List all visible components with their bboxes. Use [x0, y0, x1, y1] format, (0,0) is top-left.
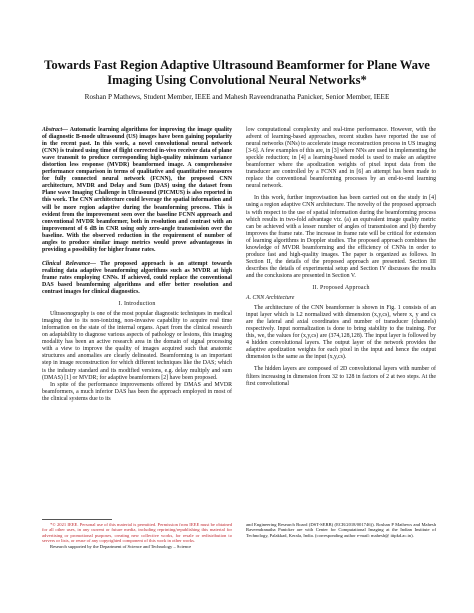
relevance-lead: Clinical Relevance— — [42, 260, 96, 267]
left-column — [42, 127, 232, 403]
intro-paragraph-2: In spite of the performance improvements offered by DMAS and MVDR beamformers, a much inferior DAS has been the approach employed in most of the clinical systems due to its — [42, 381, 232, 402]
subsection-heading-cnn-architecture: A. CNN Architecture — [246, 295, 295, 302]
intro-paragraph-1: Ultrasonography is one of the most popular diagnostic techniques in medical imaging due to its non-ionizing, non-invasive capability to acquire real time information on the state of the internal organs. Apart from the clinical research on adaptability to diagnose various aspects of pathology or lesions, this imaging modality has been an active research area in the domain of signal processing with a view to improve the quality of images acquired such that anatomic structures and anomalies are clearly delineated. Beamforming is an important step in image reconstruction for which different techniques like the DAS; which is the industry standard and its modified versions, e.g. delay multiply and sum (DMAS) [1] or MVDR; for adaptive beamformers [2] have been proposed. — [42, 311, 232, 381]
intro-paragraph-3: low computational complexity and real-time performance. However, with the advent of learning-based approaches, recent studies have reported the use of neural networks (NNs) to accelerate image reconstruction process in US imaging [3-6]. A few examples of this are, in [3] where NNs are used in implementing the speckle reduction; in [4] a learning-based model is used to make an adaptive beamformer where the apodization weights of pixel input data from the transducer are controlled by a FCNN and in [6] an attempt has been made to replace the conventional beamforming processes by an end-to-end learning neural network. — [246, 127, 436, 190]
relevance-text: The proposed approach is an attempt towards realizing data adaptive beamforming algorithms such as MVDR at high frame rates employing CNNs. If achieved, could replace the conventional DAS based beamforming algorithms and offer better resolution and contrast images for clinical diagnostics. — [42, 260, 232, 296]
clinical-relevance — [42, 261, 232, 296]
paper-title: Towards Fast Region Adaptive Ultrasound Beamformer for Plane Wave Imaging Using Convolutional Neural Networks* — [44, 58, 430, 87]
footnote-rule — [42, 519, 112, 520]
footnote-right — [246, 522, 436, 538]
right-column — [246, 127, 436, 388]
affiliation-note: and Engineering Research Board (DST-SERB) (ECR/2018/001746)). Roshan P Mathews and Mahesh Raveendranatha Panicker are with Center for Computational Imaging at the Indian Institute of Technology, Palakkad, Kerala, India. (corresponding author e-mail: mahesh@ iitpkd.ac.in). — [246, 522, 436, 538]
copyright-notice: *© 2021 IEEE. Personal use of this material is permitted. Permission from IEEE must be obtained for all other uses, in any current or future media, including reprinting/republishing this material for advertising or promotional purposes, creating new collective works, for resale or redistribution to servers or lists, or reuse of any copyrighted component of this work in other works. — [42, 522, 232, 544]
footnote-left — [42, 522, 232, 549]
approach-paragraph-1: The architecture of the CNN beamformer is shown in Fig. 1 consists of an input layer which is L2 normalized with dimension (x,y,cs), where x, y and cs are the lateral and axial coordinates and number of transducer (channels) respectively. Input normalization is done to bring stability to the training. For this, we, the values for (x,y,cs) are (374,128,128). The input layer is followed by 4 hidden convolutional layers. The output layer of the network provides the adaptive apodization weights for each pixel in the input and hence the output dimension is the same as the input (x,y,cs). — [246, 305, 436, 361]
abstract-text: Automatic learning algorithms for improving the image quality of diagnostic B-mode ultrasound (US) images have been gaining popularity in the recent past. In this work, a novel convolutional neural network (CNN) is trained using time of flight corrected in-vivo receiver data of plane wave transmit to produce corresponding high-quality minimum variance distortion less response (MVDR) beamformed image. A comprehensive performance comparison in terms of qualitative and quantitative measures for fully connected neural network (FCNN), the proposed CNN architecture, MVDR and Delay and Sum (DAS) using the dataset from Plane wave Imaging Challenge in Ultrasound (PICMUS) is also reported in this work. The CNN architecture could leverage the spatial information and will be more region adaptive during the beamforming process. This is evident from the improvement seen over the baseline FCNN approach and conventional MVDR beamformer, both in resolution and contrast with an improvement of 6 dB in CNR using only zero-angle transmission over the baseline. With the observed reduction in the requirement of number of angles to produce similar image metrics would prove advantageous in providing a possibility for higher frame rates. — [42, 127, 232, 253]
section-heading-introduction: I. Introduction — [118, 301, 156, 308]
paper-authors: Roshan P Mathews, Student Member, IEEE and Mahesh Raveendranatha Panicker, Senior Member, IEEE — [84, 93, 390, 101]
approach-paragraph-2: The hidden layers are composed of 2D convolutional layers with number of filters increasing in dimension from 32 to 128 in factors of 2 at two steps. At the first convolutional — [246, 366, 436, 387]
section-heading-proposed-approach: II. Proposed Approach — [312, 284, 370, 291]
abstract — [42, 127, 232, 254]
abstract-lead: Abstract— — [42, 127, 68, 133]
intro-paragraph-4: In this work, further improvisation has been carried out on the study in [4] using a region adaptive CNN architecture. The novelty of the proposed approach is with respect to the use of spatial information during the beamforming process which results in two-fold advantage viz. (a) an equivalent image quality metric can be achieved with a lesser number of angles of transmission and (b) thereby improves the frame rate. The increase in frame rate will be critical for extension of learning algorithms in Doppler studies. The proposed approach combines the knowledge of MVDR beamforming and the efficiency of CNNs in order to produce fast and high-quality images. The paper is organized as follows. In Section II, the details of the proposed approach are presented. Section III describes the details of experimental setup and Section IV discusses the results and the conclusions are presented in Section V. — [246, 195, 436, 279]
funding-note: Research supported by the Department of Science and Technology – Science — [50, 543, 192, 549]
